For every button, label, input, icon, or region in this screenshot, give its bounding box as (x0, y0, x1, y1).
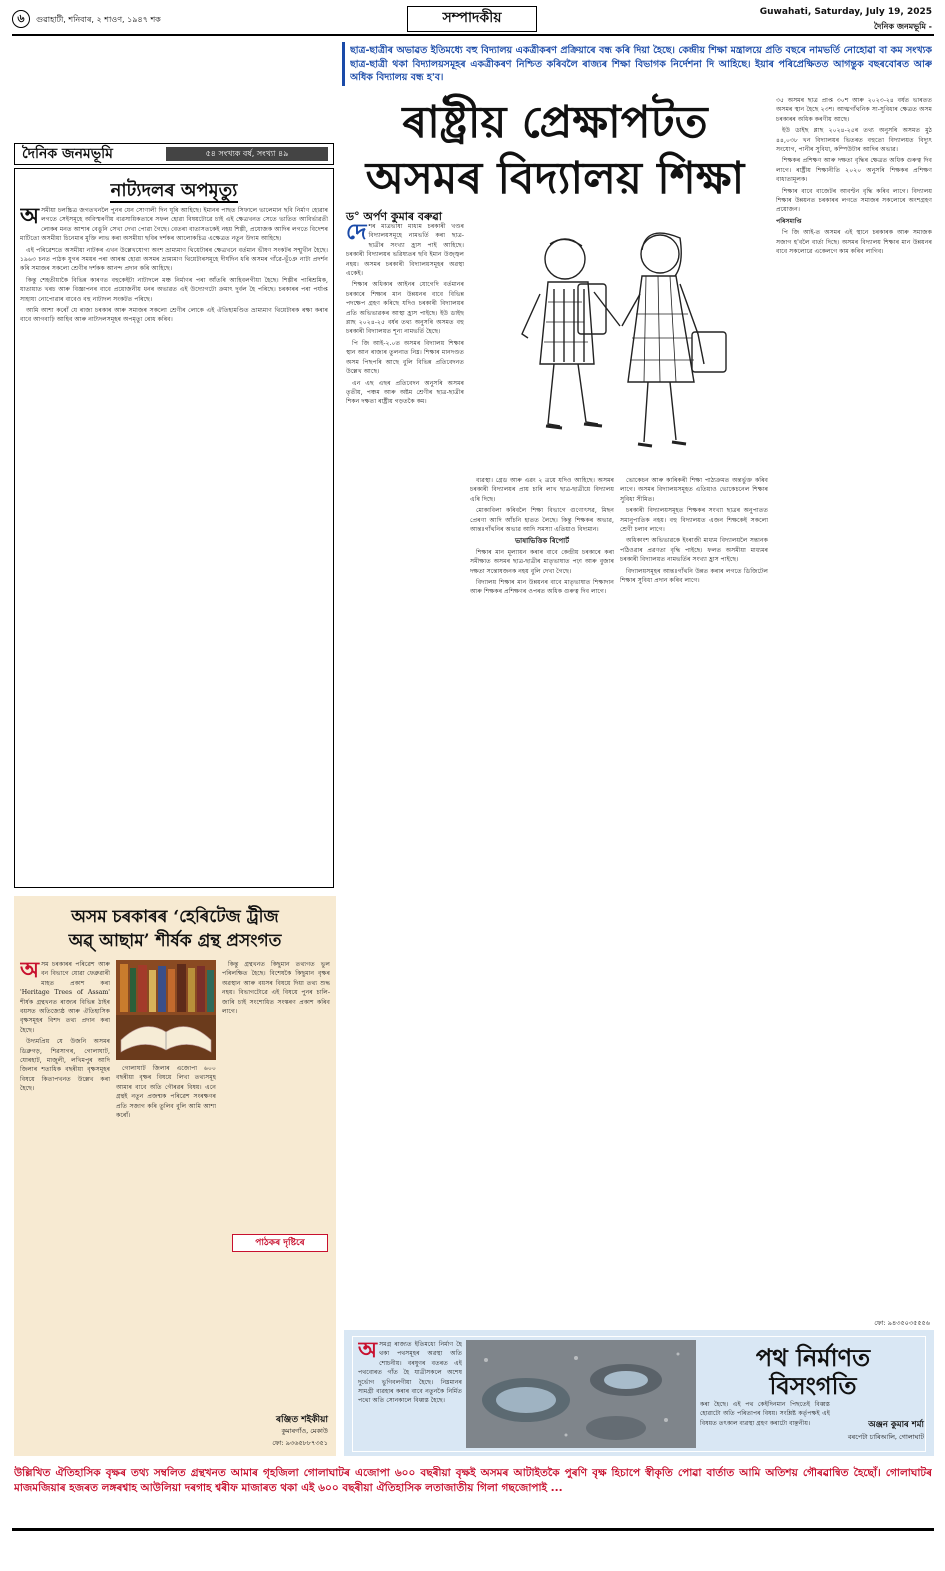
roads-author: অঞ্জন কুমাৰ শৰ্মা (868, 1420, 924, 1430)
editorial-body (20, 206, 328, 884)
heritage-paragraph: উদ্যমপ্ৰিয় যে উজনি অসমৰ ডিব্ৰুগড়, শিৱসাগৰ, গোলাঘাট, যোৰহাট, মাজুলী, লখিমপুৰ আদি জিলাৰ শতাধিক বছৰীয়া বৃক্ষসমূহৰ বিষয়ে কিতাপখনত উল্লেখ কৰা হৈছে। (20, 1038, 110, 1093)
header-date-english: Guwahati, Saturday, July 19, 2025 (759, 7, 932, 17)
main-col4-subheading: পৰিসমাপ্তি (776, 217, 802, 225)
heritage-phone: ফো: ৯৩৬৫৮৮৭৩৫১ (272, 1439, 328, 1447)
main-headline-line1: ৰাষ্ট্ৰীয় প্ৰেক্ষাপটত (402, 97, 708, 148)
heritage-paragraph: সম চৰকাৰৰ পৰিৱেশ আৰু বন বিভাগে যোৱা ফেব্ৰুৱাৰী মাহত প্ৰকাশ কৰা 'Heritage Trees of Assam' শীৰ্ষক গ্ৰন্থখনত ৰাজ্যৰ বিভিন্ন ঠাইৰ বয়সত অতিজ্যেষ্ঠ আৰু ঐতিহাসিক বৃক্ষসমূহৰ বিশদ তথ্য প্ৰদান কৰা হৈছে। (20, 961, 110, 1034)
header-rule (12, 34, 934, 36)
footer-rule (12, 1528, 934, 1531)
roads-title-line1: পথ নিৰ্মাণত (755, 1343, 871, 1372)
main-col4-paragraph: পি জি আই-ত অসমৰ এই স্থানে চৰকাৰক আৰু সমাজক সজাগ হ'বলৈ বাৰ্তা দিছে। অসমৰ বিদ্যালয় শিক্ষাৰ মান উন্নয়নৰ বাবে সকলোৱে একেলগে কাম কৰিব লাগিব। (776, 229, 932, 256)
main-byline: ড° অৰ্পণ কুমাৰ বৰুৱা (346, 210, 442, 223)
heritage-dropcap: অ (20, 960, 40, 983)
main-col1 (346, 222, 464, 1322)
roads-place: বৰপেটা চাৰিআলি, গোলাঘাট (847, 1433, 924, 1441)
header-paper-name: দৈনিক জনমভূমি - (873, 22, 932, 31)
main-col2-subheading: ভাষাভিত্তিক ৰিপোৰ্ট (514, 536, 570, 546)
page-number: ৬ (12, 10, 30, 28)
editorial-paragraph: কিন্তু শেহতীয়াকৈ বিভিন্ন কাৰণত বহুকেইটা নাট্যদলে মঞ্চ নিৰ্মাণৰ পৰা আঁতৰি আহিবলগীয়া হৈছে। শিল্পীৰ পাৰিশ্ৰমিক, যাতায়াত খৰচ আৰু বিজ্ঞাপনৰ বাবে প্ৰয়োজনীয় ধনৰ অভাৱত এই উদ্যোগটো ক্ৰমাৎ দুৰ্বল হৈ পৰিছে। চৰকাৰৰ পৰা পৰ্যাপ্ত সাহায্য নোপোৱাৰ বাবেও বহু নাট্যদল সংকটত পৰিছে। (20, 276, 328, 303)
main-col2 (470, 476, 614, 1322)
editorial-paragraph: এই পৰিৱেশতে অসমীয়া নাটকৰ এখন উল্লেখযোগ্য অংশ ভ্ৰাম্যমাণ থিয়েটাৰৰ ক্ষেত্ৰখনে বৰ্তমান ভীষণ সংকটৰ সন্মুখীন হৈছে। ১৯৬৩ চনত পাঠক যুগৰ সময়ৰ পৰা আৰম্ভ হোৱা অসমৰ ভ্ৰাম্যমাণ থিয়েটাৰসমূহে দীৰ্ঘদিন ধৰি অসমৰ গাঁৱে-ভূঁঞে নাট্য প্ৰদৰ্শন কৰি সমাজৰ সকলো শ্ৰেণীৰ দৰ্শকক আনন্দ প্ৰদান কৰি আহিছে। (20, 246, 328, 273)
bottom-banner: উল্লিখিত ঐতিহাসিক বৃক্ষৰ তথ্য সম্বলিত গ্ৰন্থখনত আমাৰ গৃহজিলা গোলাঘাটৰ এজোপা ৬০০ বছৰীয়া বৃক্ষই অসমৰ আটাইতকৈ পুৰণি বৃক্ষ হিচাপে স্বীকৃতি পোৱা বাৰ্তাত আমি অতিশয় গৌৰৱান্বিত হৈছোঁ। গোলাঘাটৰ মাজমজিয়াৰ হজৰত লঙ্গৰশ্বাহ আউলিয়া দৰগাহ শ্বৰীফ মাজাৰত থকা এই ৬০০ বছৰীয়া ঐতিহাসিক লতাজাতীয় গিলা গছজোপাই ... (14, 1467, 932, 1494)
children-icon (470, 214, 770, 472)
book-image (116, 960, 216, 1060)
children-illustration (470, 214, 770, 472)
main-intro: ছাত্ৰ-ছাত্ৰীৰ অভাৱত ইতিমধ্যে বহু বিদ্যালয় একত্ৰীকৰণ প্ৰক্ৰিয়াৰে বন্ধ কৰি দিয়া হৈছে। কেন্দ্ৰীয় শিক্ষা মন্ত্ৰালয়ে প্ৰতি বছৰে নামভৰ্তি নোহোৱা বা কম সংখ্যক ছাত্ৰ-ছাত্ৰী থকা বিদ্যালয়সমূহৰ একত্ৰীকৰণ নিশ্চিত কৰিবলৈ ৰাজ্যৰ শিক্ষা বিভাগক নিৰ্দেশনা দি আহিছে। ইয়াৰ পৰিপ্ৰেক্ষিতত আগন্তুক বছৰবোৰত আৰু অধিক বিদ্যালয় বন্ধ হ'ব। (350, 45, 932, 83)
main-col3-paragraph: বিদ্যালয়সমূহৰ আন্তঃগাঁথনি উন্নত কৰাৰ লগতে ডিজিটেল শিক্ষাৰ সুবিধা প্ৰদান কৰিব লাগে। (620, 567, 768, 585)
section-title: সম্পাদকীয় (407, 6, 537, 32)
main-col4-paragraph: ৩৫ অসমৰ ছাত্ৰ প্ৰাপ্ত ৩০শ আৰু ২০২৩-২৪ বৰ্ষত ভাৰতত অসমৰ স্থান হৈছে ২৩শ। আত্মগাঁথনিক সা-সুবিধাৰ ক্ষেত্ৰত অসম চৰকাৰৰ অধিক কৰণীয় আছে। (776, 97, 932, 123)
pothole-icon (466, 1340, 696, 1448)
main-col4-paragraph: শিক্ষাৰ বাবে বাজেটৰ আবণ্টন বৃদ্ধি কৰিব লাগে। বিদ্যালয় শিক্ষাৰ উন্নয়নত চৰকাৰৰ লগতে সমাজৰ সকলোৰে অংশগ্ৰহণ প্ৰয়োজন। (776, 187, 932, 214)
main-col2-paragraph: ব্যৱস্থা। গ্ৰেড আৰু এৱং ২ ত্ৰয়ে যদিও আহিছে। অসমৰ চৰকাৰী বিদ্যালয়ৰ প্ৰায় চাৰি লাখ ছাত্ৰ-ছাত্ৰীয়ে বিদ্যালয় এৰি দিছে। (470, 477, 614, 503)
roads-paragraph: সমগ্ৰ ৰাজ্যত ইতিমধ্যে নিৰ্মাণ হৈ থকা পথসমূহৰ অৱস্থা অতি শোচনীয়। বৰষুণৰ বতৰত এই পথবোৰত গাঁত হৈ যাত্ৰীসকলে অশেষ দুৰ্ভোগ ভুগিবলগীয়া হৈছে। নিম্নমানৰ সামগ্ৰী ব্যৱহাৰ কৰাৰ বাবে নতুনকৈ নিৰ্মিত পথো অতি সোনকালে বিধ্বস্ত হৈছে। (358, 1341, 462, 1405)
book-icon (116, 960, 216, 1060)
main-col3-paragraph: চৰকাৰী বিদ্যালয়সমূহত শিক্ষকৰ সংখ্যা ছাত্ৰৰ অনুপাতত সমানুপাতিক নহয়। বহু বিদ্যালয়ত এজন শিক্ষকেই সকলো শ্ৰেণী চলাব লাগে। (620, 507, 768, 534)
main-col2-paragraph: মোকাবিলা কৰিবলৈ শিক্ষা বিভাগে গুণোৎসৱ, মিছন প্ৰেৰণা আদি আঁচনি হাতত লৈছে। কিন্তু শিক্ষকৰ অভাৱ, আন্তঃগাঁথনিৰ অভাৱ আদি সমস্যা এতিয়াও বিদ্যমান। (470, 507, 614, 534)
roads-dropcap: অ (358, 1340, 378, 1363)
main-col3-paragraph: ভোকেচন আৰু কাৰিকৰী শিক্ষা পাঠ্যক্ৰমত অন্তৰ্ভুক্ত কৰিব লাগে। অসমৰ বিদ্যালয়সমূহত এতিয়াও ভোকেচনেল শিক্ষাৰ সুবিধা সীমিত। (620, 477, 768, 503)
main-intro-bar (342, 42, 345, 86)
editorial-title-rule (110, 201, 238, 203)
heritage-col2 (116, 1064, 216, 1450)
roads-title-line2: বিসংগতি (769, 1371, 857, 1400)
masthead-volume: ৫৪ সংখ্যক বৰ্ষ, সংখ্যা ৪৯ (166, 147, 328, 161)
editorial-paragraph: আমি আশা কৰোঁ যে ৰাজ্য চৰকাৰ আৰু সমাজৰ সকলো শ্ৰেণীৰ লোকে এই ঐতিহ্যমণ্ডিত ভ্ৰাম্যমাণ থিয়েটাৰক ৰক্ষা কৰাৰ বাবে আগবাঢ়ি আহিব আৰু নাট্যদলসমূহৰ অপমৃত্যু ৰোধ কৰিব। (20, 307, 328, 324)
heritage-title-line1: অসম চৰকাৰৰ ‘হেৰিটেজ ট্ৰীজ (71, 907, 279, 927)
main-col4-paragraph: ইউ ডাইছ প্লাছ ২০২৪-২৫ৰ তথ্য অনুসৰি অসমত মুঠ ৪৪,০৩৮ খন বিদ্যালয়ৰ ভিতৰত বহুতো বিদ্যালয়ত বিদ্যুৎ সংযোগ, পানীৰ সুবিধা, কম্পিউটাৰ আদিৰ অভাৱ। (776, 127, 932, 154)
main-col2-paragraph: শিক্ষাৰ মান মূল্যায়ন কৰাৰ বাবে কেন্দ্ৰীয় চৰকাৰে কৰা সমীক্ষাত অসমৰ ছাত্ৰ-ছাত্ৰীৰ মাতৃভাষাত পঢ়া আৰু বুজাৰ দক্ষতা সন্তোষজনক নহয় বুলি দেখা গৈছে। (470, 548, 614, 575)
header-date-local: গুৱাহাটী, শনিবাৰ, ২ শাওণ, ১৯৪৭ শক (36, 15, 161, 24)
masthead-paper-name: দৈনিক জনমভূমি (22, 146, 113, 162)
main-col2-paragraph: বিদ্যালয় শিক্ষাৰ মান উন্নয়নৰ বাবে মাতৃভাষাত শিক্ষাদান আৰু শিক্ষকৰ প্ৰশিক্ষণৰ ওপৰত অধিক গুৰুত্ব দিব লাগে। (470, 579, 614, 596)
main-headline-line2: অসমৰ বিদ্যালয় শিক্ষা (365, 153, 745, 204)
heritage-paragraph: গোলাঘাট জিলাৰ এজোপা ৬০০ বছৰীয়া বৃক্ষৰ বিষয়ে লিখা তথ্যসমূহ আমাৰ বাবে অতি গৌৰৱৰ বিষয়। এনে গ্ৰন্থই নতুন প্ৰজন্মক পৰিৱেশ সংৰক্ষণৰ প্ৰতি সজাগ কৰি তুলিব বুলি আমি আশা কৰোঁ। (116, 1065, 216, 1120)
main-col1-paragraph: এন এছ এছৰ প্ৰতিবেদন অনুসৰি অসমৰ তৃতীয়, পঞ্চম আৰু অষ্টম শ্ৰেণীৰ ছাত্ৰ-ছাত্ৰীৰ শিকন দক্ষতা ৰাষ্ট্ৰীয় গড়তকৈ কম। (346, 379, 464, 406)
main-col3-paragraph: অধিকাংশ অভিভাৱকে ইংৰাজী মাধ্যম বিদ্যালয়লৈ সন্তানক পঠিওৱাৰ প্ৰৱণতা বৃদ্ধি পাইছে। ফলত অসমীয়া মাধ্যমৰ চৰকাৰী বিদ্যালয়ত নামভৰ্তিৰ সংখ্যা হ্ৰাস পাইছে। (620, 537, 768, 564)
heritage-col1 (20, 960, 110, 1450)
main-col3 (620, 476, 768, 1322)
main-dropcap: দে (346, 222, 367, 245)
heritage-title-line2: অৱ্ আছাম’ শীৰ্ষক গ্ৰন্থ প্ৰসংগত (68, 931, 282, 951)
main-col1-paragraph: শৰ মাত্ৰভাষা মাধ্যম চৰকাৰী খণ্ডৰ বিদ্যালয়সমূহে নামভৰ্তি কৰা ছাত্ৰ-ছাত্ৰীৰ সংখ্যা হ্ৰাস পাই আহিছে। চৰকাৰী বিদ্যালয়ৰ ভৱিষ্যতৰ ছবি ইমান উজ্জ্বল নহয়। অসমৰ চৰকাৰী বিদ্যালয়সমূহৰ অৱস্থা একেই। (346, 223, 464, 278)
main-col1-paragraph: শিক্ষাৰ অধিকাৰ আইনৰ যোগেদি বৰ্তমানৰ চৰকাৰে শিক্ষাৰ মান উন্নয়নৰ বাবে বিভিন্ন পদক্ষেপ গ্ৰহণ কৰিছে যদিও চৰকাৰী বিদ্যালয়ৰ প্ৰতি অভিভাৱকৰ আস্থা হ্ৰাস পাইছে। ইউ ডাইছ প্লাছ ২০২৪-২৫ বৰ্ষৰ তথ্য অনুসৰি অসমত বহু চৰকাৰী বিদ্যালয়ত শূন্য নামভৰ্তি হৈছে। (346, 281, 464, 336)
editorial-title: নাট্যদলৰ অপমৃত্যু (110, 180, 238, 201)
roads-paragraph: কৰা হৈছে। এই পথ কেইদিনমান পিছতেই বিধ্বস্ত হোৱাটো অতি পৰিতাপৰ বিষয়। সংশ্লিষ্ট কৰ্তৃপক্ষই এই বিষয়ত তৎকাল ব্যৱস্থা গ্ৰহণ কৰাটো বাঞ্ছনীয়। (700, 1401, 830, 1427)
heritage-place: কুমাৰগাঁও, মেকাউ (281, 1427, 328, 1435)
main-col4 (776, 96, 932, 1314)
editorial-paragraph: সমীয়া চলচ্চিত্ৰ জগতখনলৈ পুনৰ যেন সোণালী দিন ঘূৰি আহিছে। ইমানৰ পাছত সিফালে ভালেমান ছবি নিৰ্মাণ হোৱাৰ লগতে সেইসমূহে অবিস্মৰণীয় ব্যৱসায়িকতাৰে সফল হোৱা বিষয়টোৱে চাই এই ক্ষেত্ৰখনত সেতে ভাতিত আবিৰ্ভাৱতী লোকৰ মনত আশাৰ বেঙুনি সেখা দেখা পোৱা গৈছে। বেতৰা বাতাসতকেই নহয় শিল্পী, প্ৰযোজক আদিৰ লগতে বিদেশৰ মাটিতো অসমীয়া চিনেমাৰ মুক্তি লাভ কৰা অসমীয়া ছবিৰ দৰ্শকৰ আলোকচিত্ৰ এক্ষেত্ৰত নতুন উদ্যম আহিছে। (20, 207, 328, 243)
heritage-author: ৰঞ্জিত শইকীয়া (275, 1415, 328, 1425)
main-col4-paragraph: শিক্ষকৰ প্ৰশিক্ষণ আৰু দক্ষতা বৃদ্ধিৰ ক্ষেত্ৰত অধিক গুৰুত্ব দিব লাগে। ৰাষ্ট্ৰীয় শিক্ষানীতি ২০২০ অনুসৰি শিক্ষকৰ প্ৰশিক্ষণ বাধ্যতামূলক। (776, 157, 932, 184)
main-col1-paragraph: পি জি আই-২.০ত অসমৰ বিদ্যালয় শিক্ষাৰ স্থান আন ৰাজ্যৰ তুলনাত নিম্ন। শিক্ষাৰ মানদণ্ডত অসম পিছপৰি আছে বুলি বিভিন্ন প্ৰতিবেদনত উল্লেখ আছে। (346, 339, 464, 376)
roads-col1 (358, 1340, 462, 1448)
editorial-dropcap: অ (20, 206, 40, 229)
main-phone: ফো: ৯৪৩৫০৩৫৫৫৬ (874, 1319, 930, 1327)
heritage-paragraph: কিন্তু গ্ৰন্থখনত কিছুমান তথ্যগত ভুল পৰিলক্ষিত হৈছে। বিশেষকৈ কিছুমান বৃক্ষৰ অৱস্থান আৰু বয়সৰ বিষয়ে দিয়া তথ্য শুদ্ধ নহয়। বিভাগটোৱে এই বিষয়ে পুনৰ চালি-জাৰি চাই সংশোধিত সংস্কৰণ প্ৰকাশ কৰিব লাগে। (222, 961, 330, 1016)
pothole-road-image (466, 1340, 696, 1448)
heritage-col3 (222, 960, 330, 1228)
reader-label: পাঠকৰ দৃষ্টিৰে (232, 1234, 328, 1252)
page-header (12, 8, 932, 48)
